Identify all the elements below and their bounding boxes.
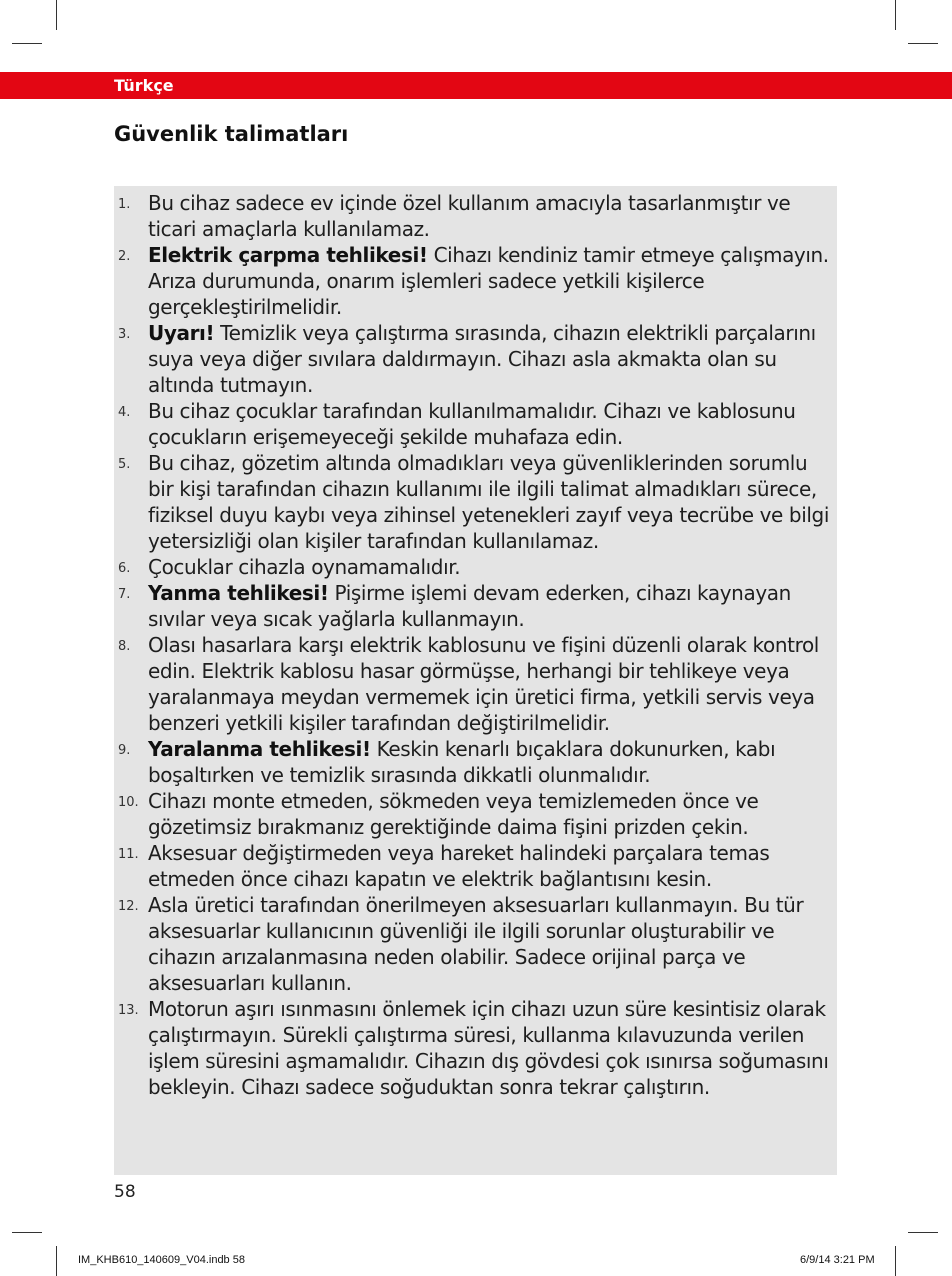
item-text bbox=[148, 450, 833, 554]
crop-mark bbox=[56, 1246, 57, 1276]
list-item bbox=[114, 190, 837, 242]
list-item bbox=[114, 398, 837, 450]
language-label: Türkçe bbox=[114, 76, 174, 95]
item-body: Çocuklar cihazla oynamamalıdır. bbox=[148, 555, 461, 579]
item-body: Cihazı monte etmeden, sökmeden veya temizlemeden önce ve gözetimsiz bırakmanız gerektiğinde daima fişini prizden çekin. bbox=[148, 789, 759, 839]
item-text bbox=[148, 242, 833, 320]
item-number: 11. bbox=[118, 847, 139, 862]
list-item bbox=[114, 996, 837, 1100]
list-item bbox=[114, 788, 837, 840]
warning-label: Uyarı! bbox=[148, 321, 215, 345]
crop-mark bbox=[908, 1232, 938, 1233]
item-body: Asla üretici tarafından önerilmeyen aksesuarları kullanmayın. Bu tür aksesuarlar kullanıcının güvenliği ile ilgili sorunlar oluşturabilir ve cihazın arızalanmasına neden olabilir. Sadece orijinal parça ve aksesuarları kullanın. bbox=[148, 893, 804, 995]
crop-mark bbox=[895, 1246, 896, 1276]
item-number: 9. bbox=[118, 743, 131, 758]
item-body: Bu cihaz sadece ev içinde özel kullanım amacıyla tasarlanmıştır ve ticari amaçlarla kullanılamaz. bbox=[148, 191, 791, 241]
item-number: 7. bbox=[118, 587, 131, 602]
list-item bbox=[114, 450, 837, 554]
warning-label: Yanma tehlikesi! bbox=[148, 581, 329, 605]
list-item bbox=[114, 554, 837, 580]
warning-label: Elektrik çarpma tehlikesi! bbox=[148, 243, 428, 267]
list-item bbox=[114, 580, 837, 632]
list-item bbox=[114, 840, 837, 892]
list-item bbox=[114, 632, 837, 736]
crop-mark bbox=[56, 0, 57, 30]
print-timestamp: 6/9/14 3:21 PM bbox=[800, 1254, 875, 1266]
item-text bbox=[148, 892, 833, 996]
list-item bbox=[114, 736, 837, 788]
item-number: 3. bbox=[118, 327, 131, 342]
item-body: Cihazı kendiniz tamir etmeye çalışmayın. Arıza durumunda, onarım işlemleri sadece yetkili kişilerce gerçekleştirilmelidir. bbox=[148, 243, 829, 319]
crop-mark bbox=[908, 43, 938, 44]
item-number: 13. bbox=[118, 1003, 139, 1018]
item-number: 2. bbox=[118, 249, 131, 264]
item-number: 4. bbox=[118, 405, 131, 420]
file-slug: IM_KHB610_140609_V04.indb 58 bbox=[78, 1254, 245, 1266]
item-number: 10. bbox=[118, 795, 139, 810]
item-body: Motorun aşırı ısınmasını önlemek için cihazı uzun süre kesintisiz olarak çalıştırmayın. Sürekli çalıştırma süresi, kullanma kılavuzunda verilen işlem süresini aşmamalıdır. Cihazın dış gövdesi çok ısınırsa soğumasını bekleyin. Cihazı sadece soğuduktan sonra tekrar çalıştırın. bbox=[148, 997, 829, 1099]
list-item bbox=[114, 242, 837, 320]
item-text bbox=[148, 580, 833, 632]
item-text bbox=[148, 190, 833, 242]
item-text bbox=[148, 840, 833, 892]
page-number: 58 bbox=[114, 1182, 136, 1202]
crop-mark bbox=[12, 43, 42, 44]
crop-mark bbox=[895, 0, 896, 30]
instructions-list bbox=[114, 190, 837, 1100]
item-body: Olası hasarlara karşı elektrik kablosunu ve fişini düzenli olarak kontrol edin. Elektrik kablosu hasar görmüşse, herhangi bir tehlikeye veya yaralanmaya meydan vermemek için üretici firma, yetkili servis veya benzeri yetkili kişiler tarafından değiştirilmelidir. bbox=[148, 633, 819, 735]
item-text bbox=[148, 632, 833, 736]
language-bar bbox=[0, 72, 952, 99]
item-body: Temizlik veya çalıştırma sırasında, cihazın elektrikli parçalarını suya veya diğer sıvılara daldırmayın. Cihazı asla akmakta olan su altında tutmayın. bbox=[148, 321, 816, 397]
item-body: Pişirme işlemi devam ederken, cihazı kaynayan sıvılar veya sıcak yağlarla kullanmayın. bbox=[148, 581, 791, 631]
warning-label: Yaralanma tehlikesi! bbox=[148, 737, 371, 761]
item-text bbox=[148, 788, 833, 840]
item-text bbox=[148, 554, 833, 580]
crop-mark bbox=[12, 1232, 42, 1233]
item-text bbox=[148, 398, 833, 450]
item-number: 12. bbox=[118, 899, 139, 914]
item-number: 5. bbox=[118, 457, 131, 472]
item-number: 8. bbox=[118, 639, 131, 654]
section-title: Güvenlik talimatları bbox=[114, 122, 349, 146]
item-number: 1. bbox=[118, 197, 131, 212]
item-text bbox=[148, 320, 833, 398]
item-text bbox=[148, 996, 833, 1100]
instructions-panel bbox=[114, 186, 837, 1175]
item-body: Bu cihaz, gözetim altında olmadıkları veya güvenliklerinden sorumlu bir kişi tarafından cihazın kullanımı ile ilgili talimat almadıkları sürece, fiziksel duyu kaybı veya zihinsel yetenekleri zayıf veya tecrübe ve bilgi yetersizliği olan kişiler tarafından kullanılamaz. bbox=[148, 451, 829, 553]
item-text bbox=[148, 736, 833, 788]
item-body: Keskin kenarlı bıçaklara dokunurken, kabı boşaltırken ve temizlik sırasında dikkatli olunmalıdır. bbox=[148, 737, 776, 787]
item-body: Aksesuar değiştirmeden veya hareket halindeki parçalara temas etmeden önce cihazı kapatın ve elektrik bağlantısını kesin. bbox=[148, 841, 770, 891]
list-item bbox=[114, 320, 837, 398]
item-body: Bu cihaz çocuklar tarafından kullanılmamalıdır. Cihazı ve kablosunu çocukların erişemeyeceği şekilde muhafaza edin. bbox=[148, 399, 796, 449]
list-item bbox=[114, 892, 837, 996]
item-number: 6. bbox=[118, 561, 131, 576]
